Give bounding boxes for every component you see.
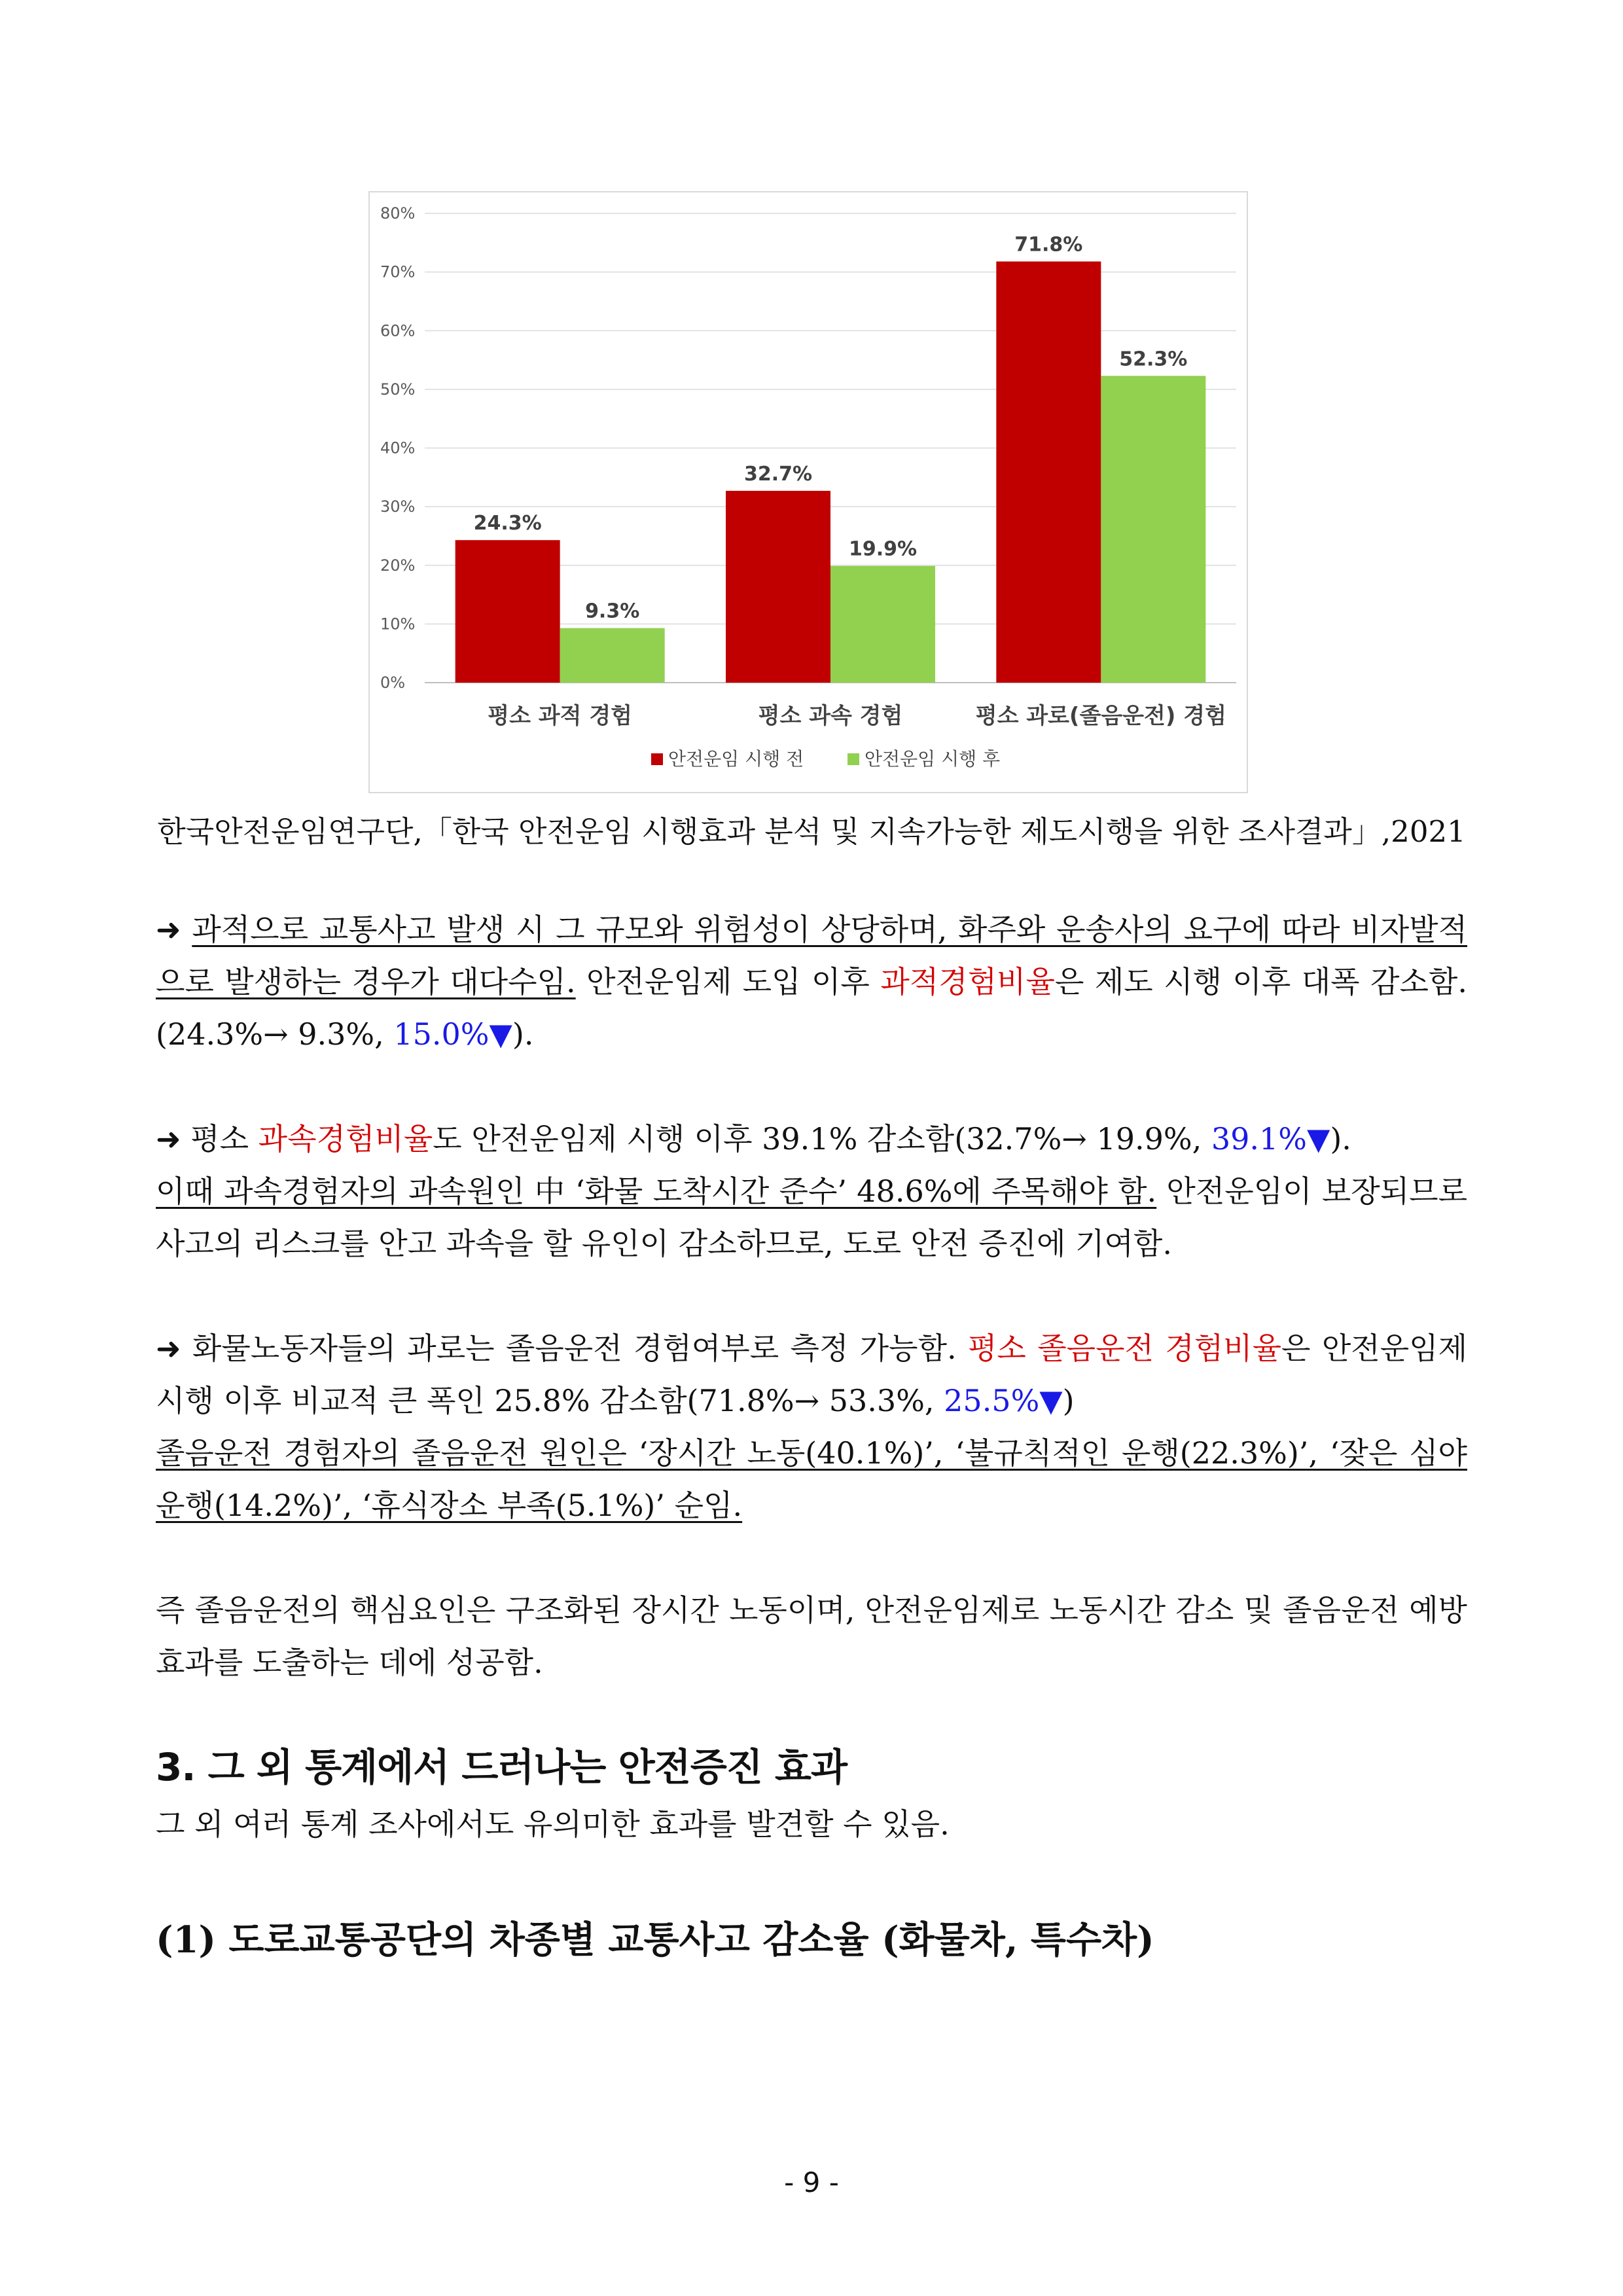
body-text: 은 안전운임제 시행 이후 비교적 큰 폭인 25.8% 감소함(71.8%→ 53.3%, — [156, 1331, 1467, 1418]
body-text: 화물노동자들의 과로는 졸음운전 경험여부로 측정 가능함. — [181, 1331, 968, 1366]
y-tick-label: 80% — [380, 204, 416, 223]
data-label: 52.3% — [1119, 348, 1188, 371]
body-text: ) — [1062, 1383, 1075, 1418]
arrow-icon: ➜ — [156, 1121, 181, 1157]
legend-label: 안전운임 시행 후 — [865, 748, 1001, 770]
body-text: ). — [1330, 1121, 1351, 1157]
y-tick-label: 60% — [380, 321, 416, 340]
bar-chart-svg — [370, 192, 1249, 795]
body-text: 안전운임이 보장되므로 사고의 리스크를 안고 과속을 할 유인이 감소하므로, 도로 안전 증진에 기여함. — [156, 1174, 1468, 1261]
legend-swatch — [651, 753, 663, 765]
arrow-icon: ➜ — [156, 1331, 181, 1366]
data-label: 19.9% — [848, 537, 918, 561]
highlight-red: 과적경험비율 — [880, 964, 1055, 999]
underlined-statement: 과적으로 교통사고 발생 시 그 규모와 위험성이 상당하며, 화주와 운송사의 요구에 따라 비자발적으로 발생하는 경우가 대다수임. — [156, 912, 1468, 999]
data-label: 24.3% — [473, 512, 542, 535]
x-category-label: 평소 과적 경험 — [488, 703, 633, 729]
paragraph-overload — [156, 903, 1467, 1060]
y-tick-label: 40% — [380, 439, 416, 457]
arrow-icon: ➜ — [156, 912, 181, 947]
bar — [1101, 376, 1205, 683]
data-label: 9.3% — [585, 600, 640, 623]
body-text: 안전운임제 도입 이후 — [575, 964, 881, 999]
underlined-statement: 이때 과속경험자의 과속원인 中 ‘화물 도착시간 준수’ 48.6%에 주목해야 함. — [156, 1174, 1157, 1209]
underlined-statement: 졸음운전 경험자의 졸음운전 원인은 ‘장시간 노동(40.1%)’, ‘불규칙적인 운행(22.3%)’, ‘잦은 심야운행(14.2%)’, ‘휴식장소 부족(5.1%)’ 순임. — [156, 1435, 1467, 1523]
subsection-heading: (1) 도로교통공단의 차종별 교통사고 감소율 (화물차, 특수차) — [156, 1918, 1154, 1962]
y-tick-label: 0% — [380, 673, 406, 692]
body-text: ). — [512, 1016, 534, 1052]
legend-swatch — [847, 753, 859, 765]
y-tick-label: 30% — [380, 497, 416, 516]
data-label: 71.8% — [1014, 233, 1083, 257]
bar — [830, 566, 935, 683]
bar — [455, 540, 560, 683]
section-heading: 3. 그 외 통계에서 드러나는 안전증진 효과 — [156, 1745, 847, 1789]
paragraph-speeding — [156, 1113, 1467, 1270]
x-category-label: 평소 과로(졸음운전) 경험 — [975, 703, 1226, 729]
y-tick-label: 50% — [380, 380, 416, 399]
highlight-blue: 39.1%▼ — [1211, 1121, 1330, 1157]
y-tick-label: 70% — [380, 262, 416, 281]
body-text: 평소 — [181, 1121, 259, 1157]
highlight-blue: 25.5%▼ — [944, 1383, 1063, 1418]
section-intro: 그 외 여러 통계 조사에서도 유의미한 효과를 발견할 수 있음. — [156, 1806, 950, 1842]
y-tick-label: 20% — [380, 556, 416, 575]
bar — [726, 491, 830, 683]
highlight-red: 과속경험비율 — [258, 1121, 433, 1157]
data-label: 32.7% — [743, 462, 813, 486]
paragraph-drowsy — [156, 1322, 1467, 1532]
highlight-red: 평소 졸음운전 경험비율 — [968, 1331, 1282, 1366]
paragraph-conclusion: 즉 졸음운전의 핵심요인은 구조화된 장시간 노동이며, 안전운임제로 노동시간 감소 및 졸음운전 예방효과를 도출하는 데에 성공함. — [156, 1592, 1467, 1680]
body-text: 도 안전운임제 시행 이후 39.1% 감소함(32.7%→ 19.9%, — [433, 1121, 1211, 1157]
x-category-label: 평소 과속 경험 — [758, 703, 903, 729]
y-tick-label: 10% — [380, 615, 416, 634]
bar-chart — [368, 191, 1248, 793]
page-number: - 9 - — [784, 2166, 839, 2198]
body-text: 은 제도 시행 이후 대폭 감소함.(24.3%→ 9.3%, — [156, 964, 1467, 1052]
bar — [560, 628, 665, 683]
bar — [996, 261, 1101, 683]
legend-label: 안전운임 시행 전 — [668, 748, 804, 770]
highlight-blue: 15.0%▼ — [393, 1016, 512, 1052]
chart-caption: 한국안전운임연구단,「한국 안전운임 시행효과 분석 및 지속가능한 제도시행을 위한 조사결과」,2021 — [157, 814, 1466, 849]
